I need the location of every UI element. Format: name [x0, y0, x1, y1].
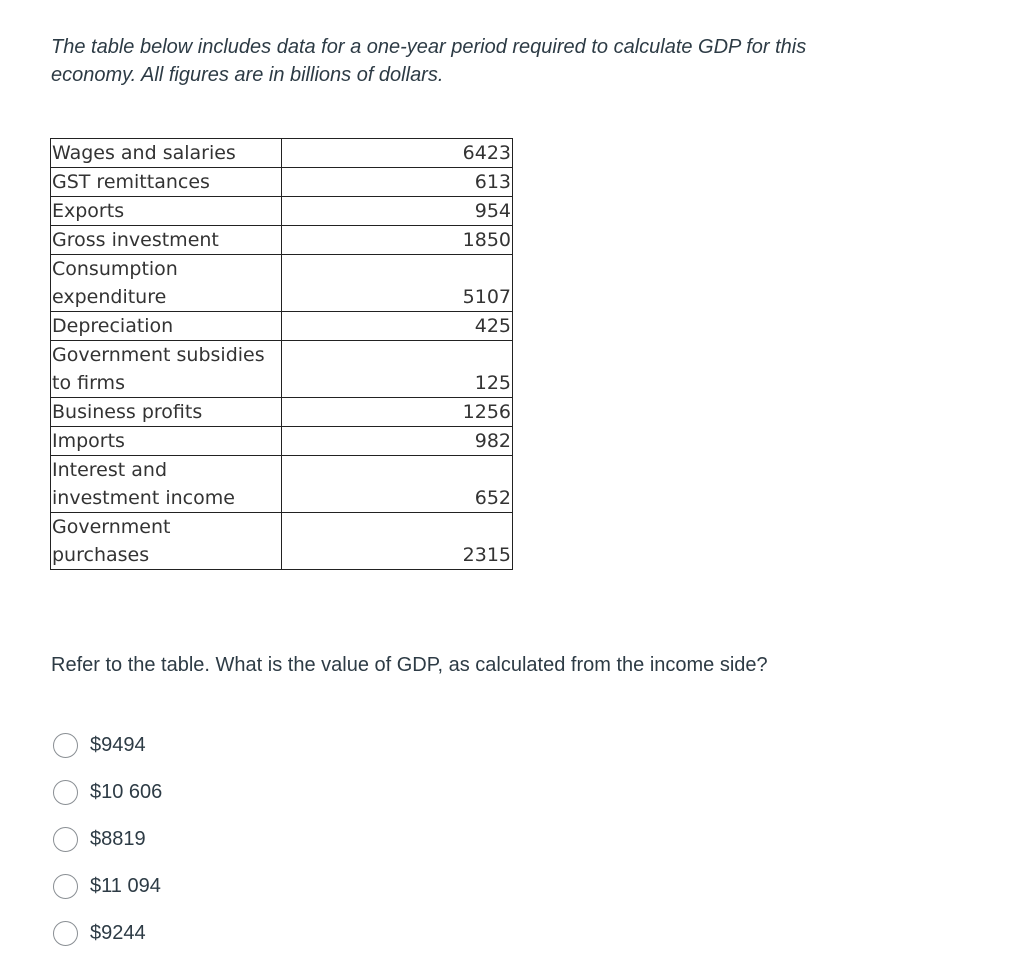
table-row: [51, 398, 513, 427]
radio-button-icon[interactable]: [53, 874, 78, 899]
answer-label[interactable]: $8819: [90, 828, 146, 850]
table-row: [51, 427, 513, 456]
radio-button-icon[interactable]: [53, 780, 78, 805]
question-prompt: Refer to the table. What is the value of GDP, as calculated from the income side?: [51, 654, 768, 676]
row-label: Business profits: [51, 398, 282, 427]
answer-option-1[interactable]: [53, 722, 162, 769]
row-label: Depreciation: [51, 312, 282, 341]
table-row: [51, 197, 513, 226]
table-row: [51, 139, 513, 168]
row-value: 1256: [282, 398, 513, 427]
row-label: Government purchases: [51, 513, 282, 570]
row-value: 954: [282, 197, 513, 226]
intro-line-2: economy. All figures are in billions of dollars.: [51, 64, 444, 86]
row-label: Interest and investment income: [51, 456, 282, 513]
radio-button-icon[interactable]: [53, 733, 78, 758]
table-row: [51, 312, 513, 341]
row-value: 652: [282, 456, 513, 513]
answer-label[interactable]: $11 094: [90, 875, 161, 897]
table-row: [51, 341, 513, 398]
answer-label[interactable]: $10 606: [90, 781, 163, 803]
table-row: [51, 168, 513, 197]
answer-options: [53, 722, 162, 957]
row-value: 613: [282, 168, 513, 197]
row-label: Wages and salaries: [51, 139, 282, 168]
row-label: Gross investment: [51, 226, 282, 255]
data-table: [50, 138, 513, 570]
answer-label[interactable]: $9494: [90, 734, 146, 756]
answer-option-4[interactable]: [53, 863, 162, 910]
row-label: Government subsidies to firms: [51, 341, 282, 398]
radio-button-icon[interactable]: [53, 921, 78, 946]
row-value: 982: [282, 427, 513, 456]
row-value: 5107: [282, 255, 513, 312]
table-row: [51, 513, 513, 570]
row-value: 6423: [282, 139, 513, 168]
row-label: Imports: [51, 427, 282, 456]
row-value: 425: [282, 312, 513, 341]
answer-option-3[interactable]: [53, 816, 162, 863]
question-intro: [51, 33, 951, 89]
row-label: GST remittances: [51, 168, 282, 197]
table-row: [51, 456, 513, 513]
row-value: 125: [282, 341, 513, 398]
radio-button-icon[interactable]: [53, 827, 78, 852]
row-label: Exports: [51, 197, 282, 226]
row-value: 2315: [282, 513, 513, 570]
row-value: 1850: [282, 226, 513, 255]
answer-option-2[interactable]: [53, 769, 162, 816]
table-row: [51, 226, 513, 255]
answer-label[interactable]: $9244: [90, 922, 146, 944]
answer-option-5[interactable]: [53, 910, 162, 957]
intro-line-1: The table below includes data for a one-year period required to calculate GDP for this: [51, 36, 807, 58]
row-label: Consumption expenditure: [51, 255, 282, 312]
table-row: [51, 255, 513, 312]
